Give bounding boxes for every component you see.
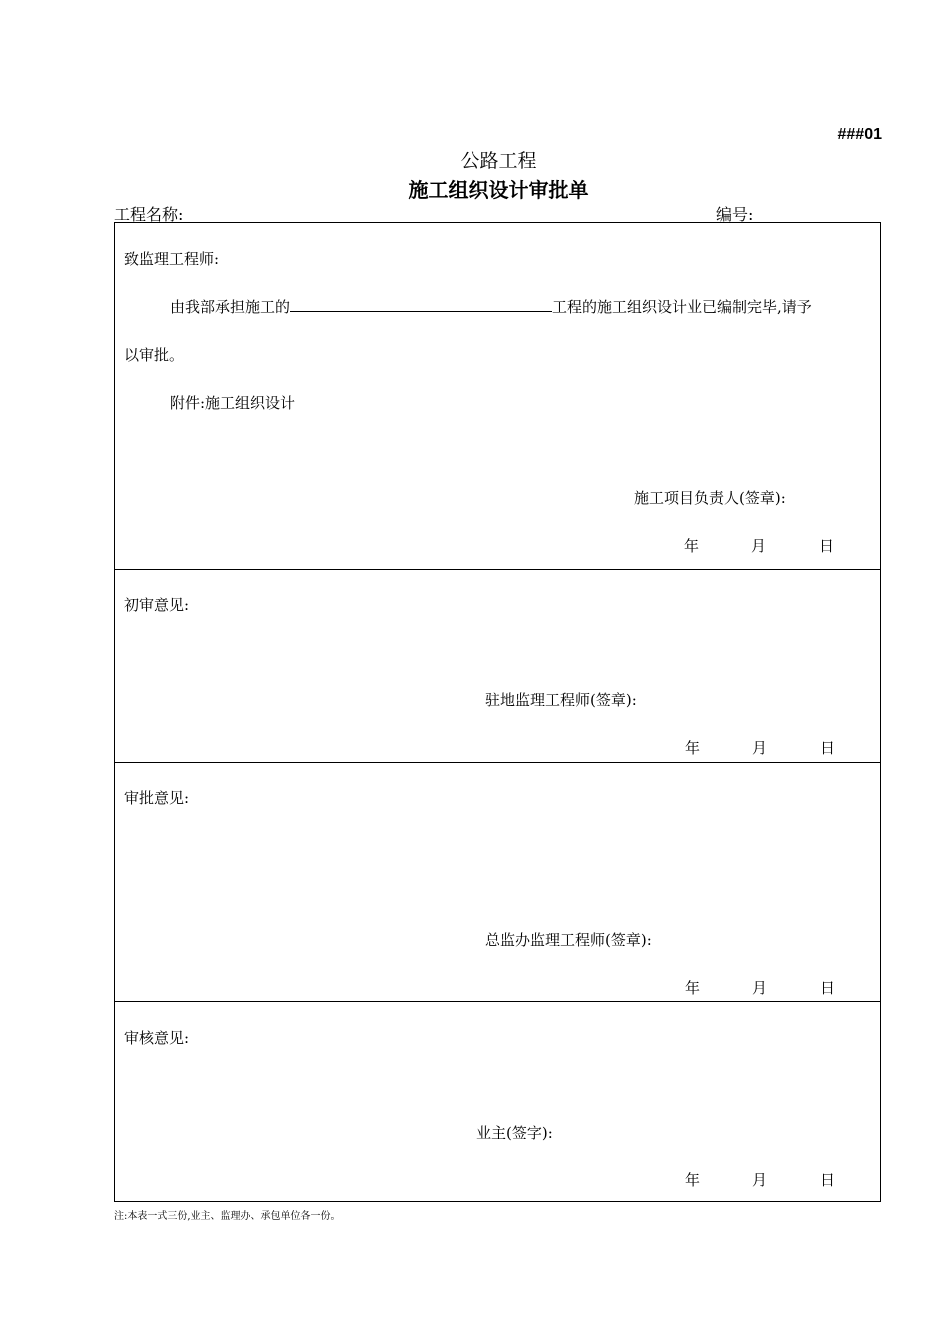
date-year: 年 — [684, 537, 700, 555]
row-divider — [115, 1001, 880, 1002]
body-part1: 由我部承担施工的 — [170, 298, 291, 316]
date-year: 年 — [685, 1171, 701, 1189]
audit-label: 审核意见: — [124, 1029, 190, 1047]
project-blank-field[interactable] — [290, 297, 552, 312]
body-text — [170, 296, 812, 317]
date-month: 月 — [751, 537, 767, 555]
date-day: 日 — [820, 979, 836, 997]
form-code: ###01 — [837, 126, 882, 143]
date-day: 日 — [820, 1171, 836, 1189]
form-title: 施工组织设计审批单 — [408, 178, 589, 202]
form-table — [114, 222, 881, 1202]
date-day: 日 — [820, 739, 836, 757]
date-year: 年 — [685, 739, 701, 757]
signer-resident-engineer: 驻地监理工程师(签章): — [485, 691, 637, 709]
date-year: 年 — [685, 979, 701, 997]
initial-review-label: 初审意见: — [124, 596, 190, 614]
body-part3: 以审批。 — [124, 346, 185, 364]
signer-chief-engineer: 总监办监理工程师(签章): — [485, 931, 652, 949]
approval-label: 审批意见: — [124, 789, 190, 807]
number-label: 编号: — [716, 205, 754, 224]
footnote: 注:本表一式三份,业主、监理办、承包单位各一份。 — [114, 1211, 341, 1222]
attachment-text: 附件:施工组织设计 — [170, 394, 296, 412]
date-month: 月 — [752, 739, 768, 757]
title-line1: 公路工程 — [460, 150, 537, 172]
row-divider — [115, 762, 880, 763]
date-month: 月 — [752, 1171, 768, 1189]
greeting-text: 致监理工程师: — [124, 250, 220, 268]
body-part2: 工程的施工组织设计业已编制完毕,请予 — [552, 298, 812, 316]
date-month: 月 — [752, 979, 768, 997]
row-divider — [115, 569, 880, 570]
signer-contractor: 施工项目负责人(签章): — [634, 489, 786, 507]
signer-owner: 业主(签字): — [476, 1124, 553, 1142]
project-name-label: 工程名称: — [114, 205, 184, 224]
date-day: 日 — [819, 537, 835, 555]
